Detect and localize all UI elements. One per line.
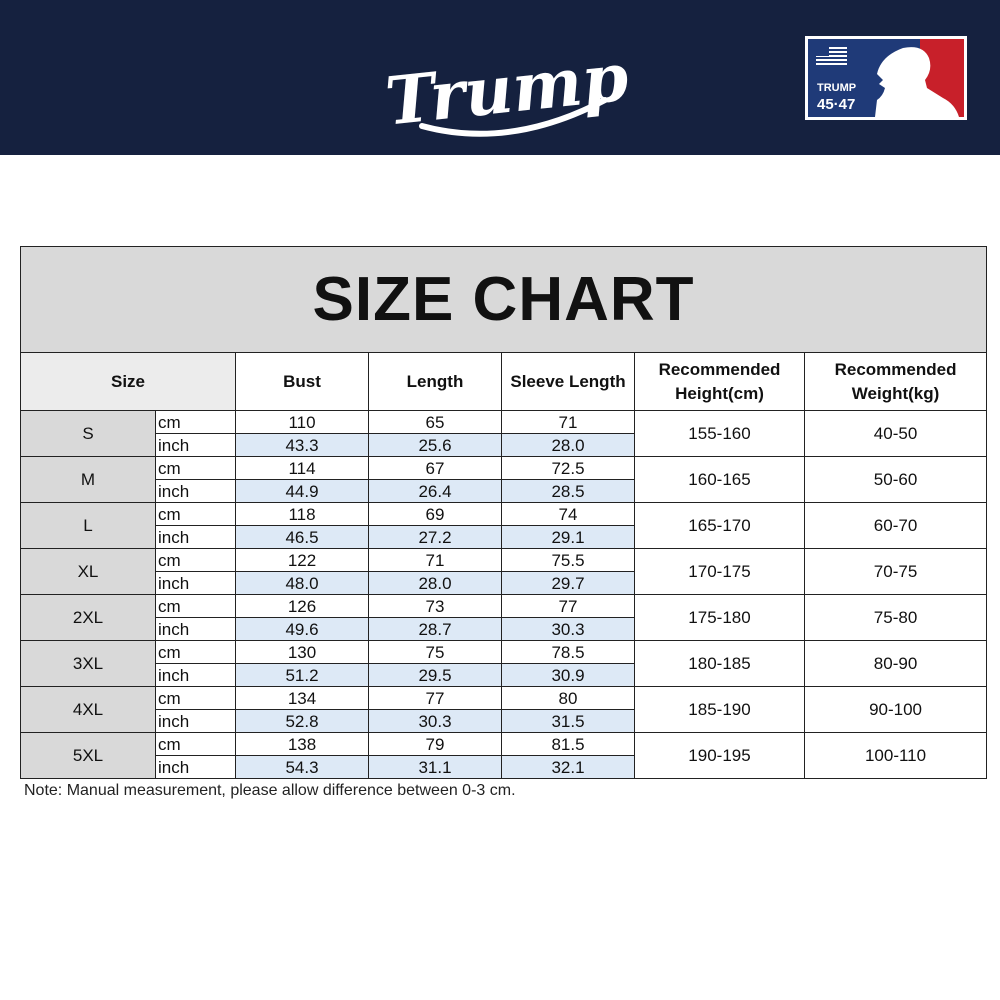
unit-cm: cm — [156, 503, 236, 526]
length-cm: 65 — [369, 411, 502, 434]
unit-cm: cm — [156, 687, 236, 710]
size-label: 3XL — [21, 641, 156, 687]
size-label: 5XL — [21, 733, 156, 779]
recommended-weight: 40-50 — [805, 411, 987, 457]
length-cm: 71 — [369, 549, 502, 572]
logo-text: Trump — [381, 37, 632, 141]
bust-inch: 46.5 — [236, 526, 369, 549]
bust-inch: 43.3 — [236, 434, 369, 457]
length-inch: 28.0 — [369, 572, 502, 595]
badge-line1: TRUMP — [817, 82, 857, 94]
bust-cm: 126 — [236, 595, 369, 618]
column-header-bust: Bust — [236, 353, 369, 411]
recommended-weight: 90-100 — [805, 687, 987, 733]
size-chart — [20, 246, 986, 781]
length-cm: 69 — [369, 503, 502, 526]
size-label: L — [21, 503, 156, 549]
table-row — [21, 503, 987, 526]
size-table — [20, 246, 987, 779]
bust-cm: 130 — [236, 641, 369, 664]
unit-inch: inch — [156, 480, 236, 503]
bust-cm: 110 — [236, 411, 369, 434]
sleeve-cm: 77 — [502, 595, 635, 618]
trump-script-logo — [381, 30, 632, 145]
bust-inch: 54.3 — [236, 756, 369, 779]
size-label: M — [21, 457, 156, 503]
sleeve-cm: 78.5 — [502, 641, 635, 664]
sleeve-cm: 75.5 — [502, 549, 635, 572]
sleeve-inch: 31.5 — [502, 710, 635, 733]
flag-icon — [816, 47, 847, 65]
weight-header-line2: Weight(kg) — [851, 383, 940, 403]
table-row — [21, 687, 987, 710]
unit-cm: cm — [156, 549, 236, 572]
measurement-note: Note: Manual measurement, please allow difference between 0-3 cm. — [24, 782, 516, 799]
bust-inch: 51.2 — [236, 664, 369, 687]
unit-cm: cm — [156, 595, 236, 618]
recommended-height: 190-195 — [635, 733, 805, 779]
recommended-height: 180-185 — [635, 641, 805, 687]
unit-inch: inch — [156, 572, 236, 595]
bust-cm: 118 — [236, 503, 369, 526]
length-cm: 77 — [369, 687, 502, 710]
unit-cm: cm — [156, 457, 236, 480]
sleeve-cm: 74 — [502, 503, 635, 526]
recommended-weight: 60-70 — [805, 503, 987, 549]
length-inch: 28.7 — [369, 618, 502, 641]
length-cm: 79 — [369, 733, 502, 756]
column-header-recommended-height — [635, 353, 805, 411]
weight-header-line1: Recommended — [834, 359, 957, 379]
recommended-weight: 50-60 — [805, 457, 987, 503]
length-cm: 67 — [369, 457, 502, 480]
recommended-height: 160-165 — [635, 457, 805, 503]
unit-inch: inch — [156, 434, 236, 457]
length-inch: 30.3 — [369, 710, 502, 733]
size-label: 2XL — [21, 595, 156, 641]
height-header-line2: Height(cm) — [675, 383, 764, 403]
bust-inch: 48.0 — [236, 572, 369, 595]
size-label: XL — [21, 549, 156, 595]
unit-inch: inch — [156, 664, 236, 687]
sleeve-inch: 28.5 — [502, 480, 635, 503]
sleeve-inch: 29.1 — [502, 526, 635, 549]
column-header-sleeve-length: Sleeve Length — [502, 353, 635, 411]
column-header-length: Length — [369, 353, 502, 411]
recommended-weight: 100-110 — [805, 733, 987, 779]
length-inch: 27.2 — [369, 526, 502, 549]
unit-cm: cm — [156, 733, 236, 756]
bust-inch: 44.9 — [236, 480, 369, 503]
size-label: 4XL — [21, 687, 156, 733]
header-banner — [0, 0, 1000, 155]
column-header-recommended-weight — [805, 353, 987, 411]
bust-inch: 49.6 — [236, 618, 369, 641]
trump-45-47-badge — [805, 36, 967, 120]
unit-inch: inch — [156, 756, 236, 779]
length-inch: 31.1 — [369, 756, 502, 779]
sleeve-cm: 81.5 — [502, 733, 635, 756]
table-row — [21, 411, 987, 434]
sleeve-cm: 71 — [502, 411, 635, 434]
sleeve-cm: 80 — [502, 687, 635, 710]
chart-title: SIZE CHART — [21, 247, 987, 353]
length-inch: 29.5 — [369, 664, 502, 687]
table-row — [21, 733, 987, 756]
sleeve-inch: 32.1 — [502, 756, 635, 779]
column-header-size: Size — [21, 353, 236, 411]
bust-cm: 122 — [236, 549, 369, 572]
recommended-height: 175-180 — [635, 595, 805, 641]
recommended-height: 170-175 — [635, 549, 805, 595]
sleeve-inch: 30.9 — [502, 664, 635, 687]
bust-inch: 52.8 — [236, 710, 369, 733]
sleeve-cm: 72.5 — [502, 457, 635, 480]
unit-inch: inch — [156, 618, 236, 641]
recommended-weight: 80-90 — [805, 641, 987, 687]
badge-line2: 45·47 — [817, 96, 856, 113]
table-row — [21, 549, 987, 572]
bust-cm: 134 — [236, 687, 369, 710]
sleeve-inch: 30.3 — [502, 618, 635, 641]
table-row — [21, 595, 987, 618]
recommended-weight: 75-80 — [805, 595, 987, 641]
length-cm: 73 — [369, 595, 502, 618]
recommended-height: 155-160 — [635, 411, 805, 457]
height-header-line1: Recommended — [658, 359, 781, 379]
bust-cm: 114 — [236, 457, 369, 480]
length-cm: 75 — [369, 641, 502, 664]
sleeve-inch: 28.0 — [502, 434, 635, 457]
recommended-height: 165-170 — [635, 503, 805, 549]
table-row — [21, 457, 987, 480]
unit-inch: inch — [156, 710, 236, 733]
length-inch: 26.4 — [369, 480, 502, 503]
sleeve-inch: 29.7 — [502, 572, 635, 595]
length-inch: 25.6 — [369, 434, 502, 457]
recommended-height: 185-190 — [635, 687, 805, 733]
table-row — [21, 641, 987, 664]
size-label: S — [21, 411, 156, 457]
recommended-weight: 70-75 — [805, 549, 987, 595]
bust-cm: 138 — [236, 733, 369, 756]
unit-cm: cm — [156, 411, 236, 434]
unit-inch: inch — [156, 526, 236, 549]
unit-cm: cm — [156, 641, 236, 664]
